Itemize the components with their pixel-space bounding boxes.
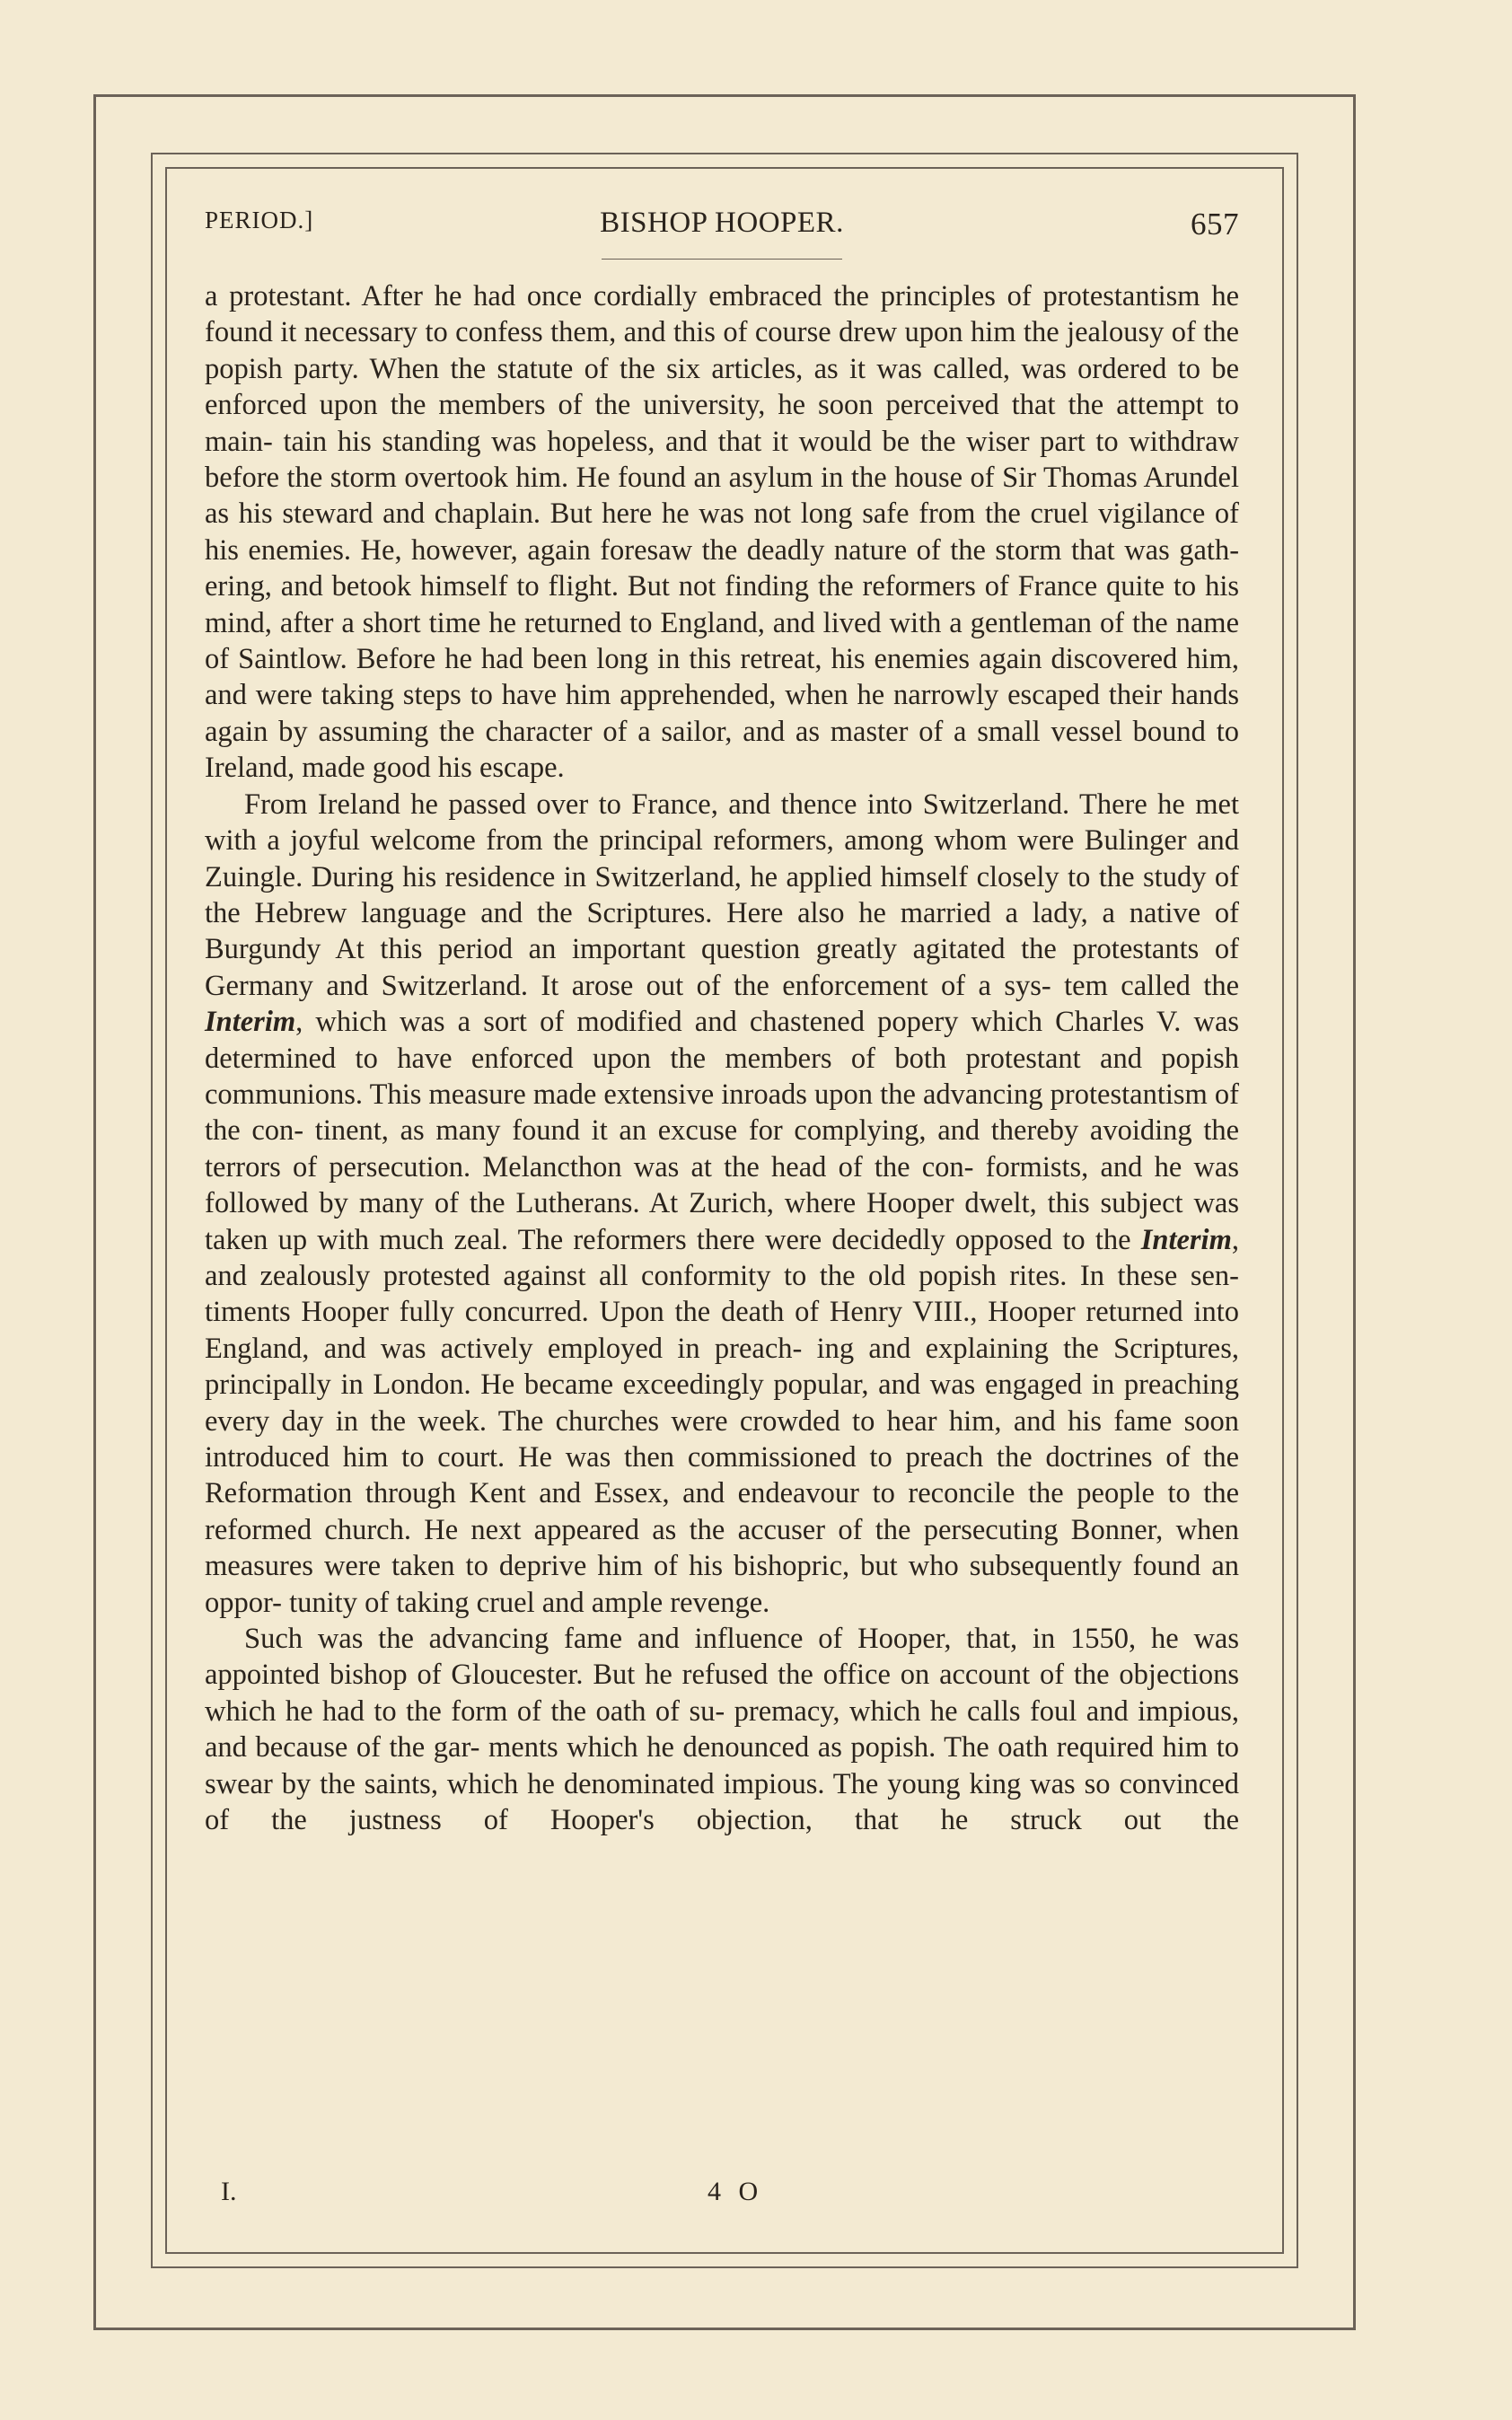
text-line: house of Sir Thomas Arundel as his steward and chaplain. But here [205,462,1240,531]
text-line: timents Hooper fully concurred. Upon the death of Henry VIII., [205,1296,978,1329]
running-head [205,207,1239,251]
italic-term: Interim [205,1006,296,1039]
text-line: ering, and betook himself to flight. But not finding the reformers of [205,570,1009,603]
frame-inner-top [165,167,1284,169]
text-line: From Ireland he passed over to France, and thence into Switzerland. [244,788,1070,821]
text-line: members of both protestant and popish communions. This measure [205,1042,1239,1111]
text-line: small vessel bound to Ireland, made good his escape. [205,715,1239,785]
text-line: introduced him to court. He was then commissioned to preach the [205,1441,1033,1474]
running-head-section: PERIOD.] [205,207,314,233]
text-line: Hooper returned into England, and was actively employed in preach- [205,1296,1239,1365]
signature-mark: I. [221,2177,237,2206]
frame-inner-left [165,167,167,2254]
text-line: protestantism he found it necessary to confess them, and this of course [205,280,1240,349]
text-line: members of the university, he soon perceived that the attempt to main- [205,389,1239,458]
paragraph-2 [205,787,1239,1621]
text-line: made extensive inroads upon the advancing protestantism of the con- [205,1078,1240,1148]
text-line: protested against all conformity to the old popish rites. In these sen- [382,1259,1239,1292]
text-line: France quite to his mind, after a short time he returned to England, [205,570,1239,639]
gathering-mark: 4 O [708,2177,764,2206]
text-line: tem called the [1064,969,1240,1002]
body-text [205,278,1239,1838]
text-line: convinced of the justness of Hooper's objection, that he struck out the [205,1767,1240,1837]
running-head-title: BISHOP HOOPER. [600,207,844,239]
frame-outer-bottom [93,2328,1356,2330]
text-line: reformers there were decidedly opposed to the [573,1223,1141,1256]
text-line: doctrines of the Reformation through Kent and Essex, and endeavour [205,1441,1239,1510]
text-line: At this period an important question greatly agitated the protestants of [335,933,1239,966]
text-line: , and zealously [205,1223,1239,1292]
text-line: taking steps to have him apprehended, when he narrowly escaped their [321,679,1163,712]
text-line: ing and explaining the Scriptures, principally in London. He became [205,1332,1240,1402]
text-line: drew upon him the jealousy of the popish party. When the statute of [205,316,1240,385]
text-line: week. The churches were crowded to hear him, and his fame soon [418,1404,1239,1438]
text-line: and lived with a gentleman of the name of Saintlow. Before he had [205,606,1240,676]
frame-mid-top [151,153,1298,154]
frame-mid-bottom [151,2266,1298,2268]
text-line: tinent, as many found it an excuse for complying, and thereby avoiding [314,1114,1192,1148]
frame-outer-left [93,94,96,2330]
text-line: been long in this retreat, his enemies again discovered him, and were [205,643,1240,712]
text-line: he applied himself closely to the study of the Hebrew language and [205,860,1239,929]
text-line: exceedingly popular, and was engaged in preaching every day in the [205,1368,1239,1438]
text-line: the accuser of the persecuting Bonner, when measures were taken to [205,1513,1240,1583]
frame-inner-right [1282,167,1284,2254]
text-line: withdraw before the storm overtook him. He found an asylum in the [205,425,1240,495]
text-line: a protestant. After he had once cordially embraced the principles of [205,280,1032,312]
text-line: There he met with a joyful welcome from the principal reformers, among [205,788,1239,858]
text-line: however, again foresaw the deadly nature of the storm that was gath- [411,533,1240,567]
text-line: he was not long safe from the cruel vigilance of his enemies. He, [205,497,1240,567]
text-line: the terrors of persecution. Melancthon was at the head of the con- [205,1114,1240,1184]
text-line: whom were Bulinger and Zuingle. During his residence in Switzerland, [205,824,1239,893]
text-line: Germany and Switzerland. It arose out of the enforcement of a sys- [205,969,1051,1002]
text-line: deprive him of his bishopric, but who subsequently found an oppor- [205,1550,1240,1619]
text-line: the Scriptures. Here also he married a lady, a native of Burgundy [205,896,1239,966]
book-page [205,189,1239,2254]
page-footer [205,2177,1239,2216]
text-line: tunity of taking cruel and ample revenge. [289,1586,770,1619]
head-rule [602,259,842,260]
paragraph-1 [205,278,1239,787]
text-line: where Hooper dwelt, this subject was taken up with much zeal. The [205,1187,1239,1256]
page-number: 657 [1191,207,1239,242]
text-line: account of the objections which he had to the form of the oath of su- [205,1659,1240,1728]
text-line: premacy, which he calls foul and impious, and because of the gar- [205,1694,1240,1764]
frame-mid-left [151,153,153,2268]
text-line: tain his standing was hopeless, and that it would be the wiser part to [283,425,1119,458]
text-line: popery which Charles V. was determined to have enforced upon the [205,1006,1240,1075]
frame-outer-top [93,94,1356,97]
text-line: formists, and he was followed by many of the Lutherans. At Zurich, [205,1150,1239,1220]
text-line: Such was the advancing fame and influence of Hooper, that, in 1550, [244,1623,1137,1656]
paragraph-3 [205,1621,1239,1838]
frame-outer-right [1353,94,1356,2330]
text-line: , which was a sort of modified and chastened [295,1006,865,1039]
text-line: by the saints, which he denominated impious. The young king was so [281,1767,1111,1800]
text-line: to reconcile the people to the reformed church. He next appeared as [205,1477,1240,1546]
frame-mid-right [1297,153,1298,2268]
text-line: hands again by assuming the character of a sailor, and as master of a [205,679,1240,748]
text-line: he was appointed bishop of Gloucester. But he refused the office on [205,1623,1239,1692]
text-line: ments which he denounced as popish. The oath required him to swear [205,1731,1240,1800]
italic-term: Interim [1140,1223,1232,1256]
text-line: the six articles, as it was called, was ordered to be enforced upon the [205,352,1239,422]
